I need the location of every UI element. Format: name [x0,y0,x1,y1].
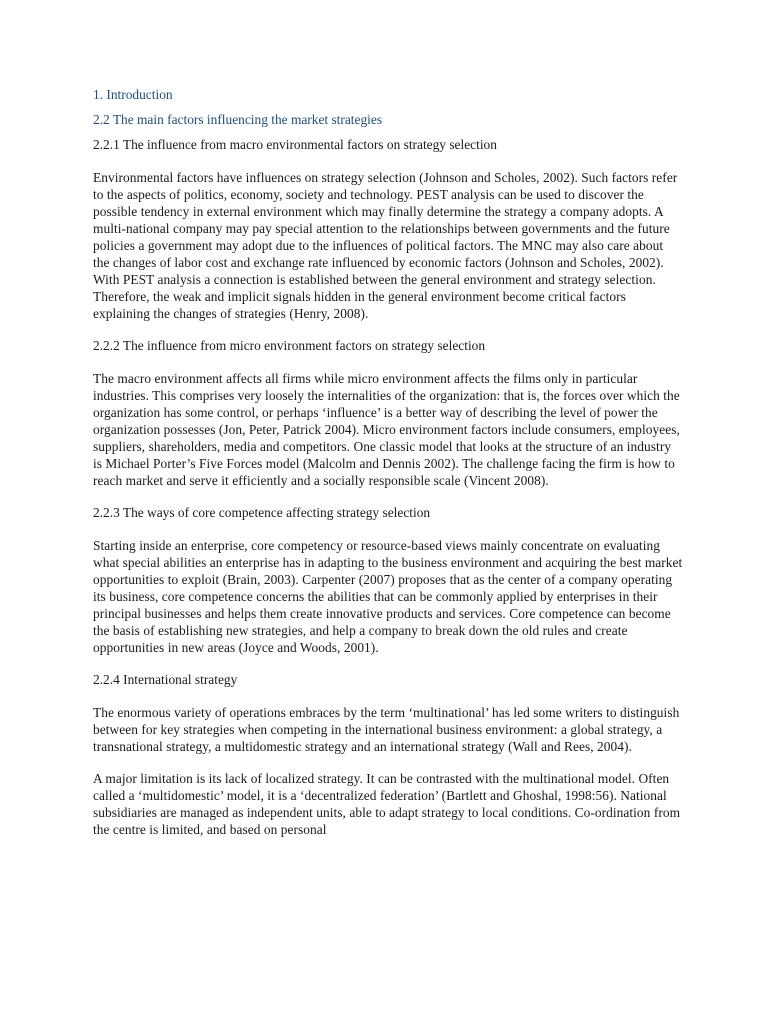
paragraph-micro: The macro environment affects all firms while micro environment affects the films only in particular industries. This comprises very loosely the internalities of the organization: that is, the forces over which the organization has some control, or perhaps ‘influence’ is a better way of describing the level of power the organization possesses (Jon, Peter, Patrick 2004). Micro environment factors include consumers, employees, suppliers, shareholders, media and competitors. One classic model that looks at the structure of an industry is Michael Porter’s Five Forces model (Malcolm and Dennis 2002). The challenge facing the firm is how to reach market and serve it efficiently and a socially responsible scale (Vincent 2008). [93,371,680,488]
section-title-micro: 2.2.2 The influence from micro environment factors on strategy selection [93,338,486,353]
heading-introduction: 1. Introduction [93,87,173,102]
paragraph-core-competence: Starting inside an enterprise, core competency or resource-based views mainly concentrate on evaluating what special abilities an enterprise has in adapting to the business environment and acquiring the best market opportunities to exploit (Brain, 2003). Carpenter (2007) proposes that as the center of a company operating its business, core competence concerns the abilities that can be commonly applied by enterprises in their principal businesses and helps them create innovative products and services. Core competence can become the basis of establishing new strategies, and help a company to break down the old rules and create opportunities in new areas (Joyce and Woods, 2001). [93,538,683,655]
heading-main-factors: 2.2 The main factors influencing the market strategies [93,112,383,127]
paragraph-international-2: A major limitation is its lack of localized strategy. It can be contrasted with the multinational model. Often called a ‘multidomestic’ model, it is a ‘decentralized federation’ (Bartlett and Ghoshal, 1998:56). National subsidiaries are managed as independent units, able to adapt strategy to local conditions. Co-ordination from the centre is limited, and based on personal [93,771,681,837]
paragraph-macro: Environmental factors have influences on strategy selection (Johnson and Scholes, 2002). Such factors refer to the aspects of politics, economy, society and technology. PEST analysis can be used to discover the possible tendency in external environment which may finally determine the strategy a company adopts. A multi-national company may pay special attention to the relationships between governments and the future policies a government may adopt due to the influences of political factors. The MNC may also care about the changes of labor cost and exchange rate influenced by economic factors (Johnson and Scholes, 2002). With PEST analysis a connection is established between the general environment and strategy selection. Therefore, the weak and implicit signals hidden in the general environment become critical factors explaining the changes of strategies (Henry, 2008). [93,170,678,321]
section-title-macro: 2.2.1 The influence from macro environmental factors on strategy selection [93,137,497,152]
paragraph-international-1: The enormous variety of operations embraces by the term ‘multinational’ has led some writers to distinguish between for key strategies when competing in the international business environment: a global strategy, a transnational strategy, a multidomestic strategy and an international strategy (Wall and Rees, 2004). [93,705,680,754]
section-title-core-competence: 2.2.3 The ways of core competence affecting strategy selection [93,505,431,520]
section-title-international: 2.2.4 International strategy [93,672,238,687]
document-page [93,86,683,838]
